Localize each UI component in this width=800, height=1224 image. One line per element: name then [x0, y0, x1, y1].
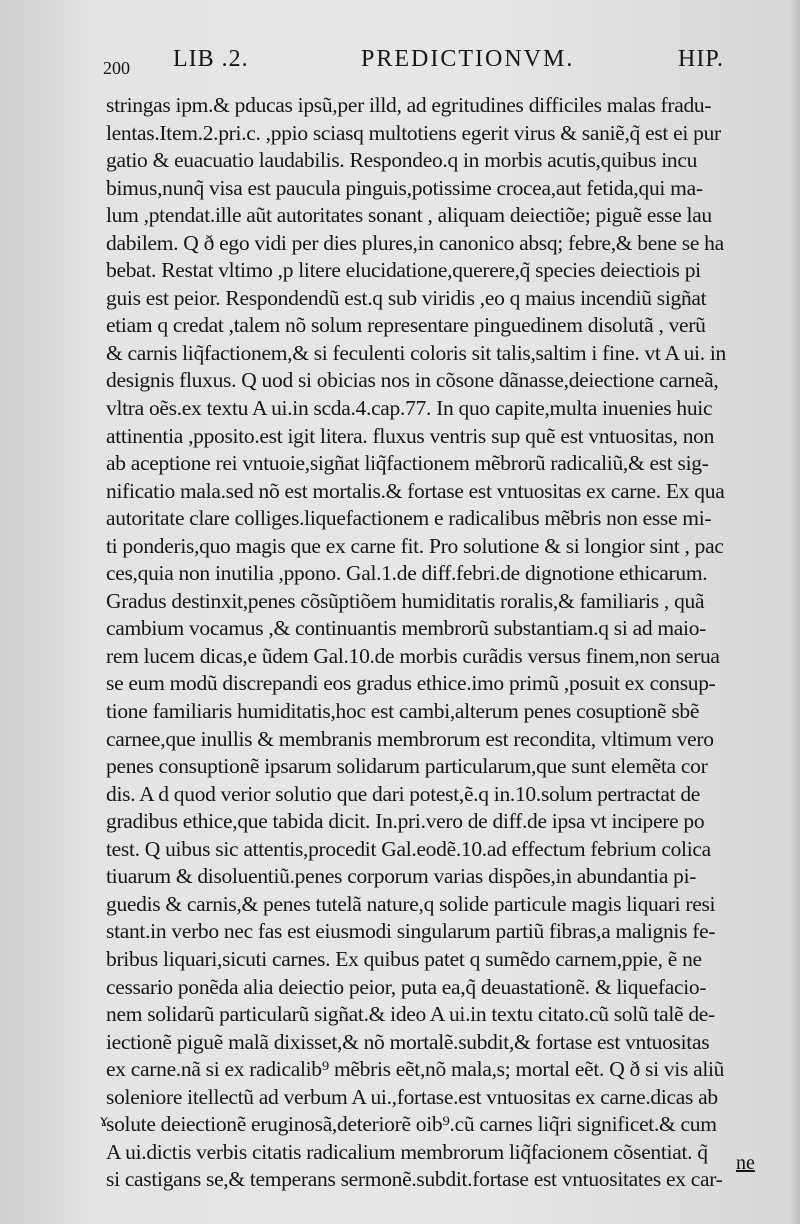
text-line: test. Q uibus sic attentis,procedit Gal.eodẽ.10.ad effectum febrium colica: [106, 836, 711, 861]
text-line: bribus liquari,sicuti carnes. Ex quibus patet q sumẽdo carnem,ppie, ẽ ne: [106, 946, 702, 971]
running-header: [103, 46, 753, 86]
text-line: stringas ipm.& pducas ipsũ,per illd, ad egritudines difficiles malas fradu-: [106, 93, 712, 117]
text-line: vltra oẽs.ex textu A ui.in scda.4.cap.77. In quo capite,multa inuenies huic: [106, 396, 713, 421]
text-line: ab aceptione rei vntuoie,sigñat liq̃factionem mẽbrorũ radicaliũ,& est sig-: [106, 451, 709, 476]
catchword: ne: [736, 1152, 755, 1174]
text-line: tione familiaris humiditatis,hoc est cambi,alterum penes cosuptionẽ sbẽ: [106, 699, 700, 724]
margin-mark: ɤ: [100, 1110, 108, 1130]
book-number: LIB .2.: [173, 46, 249, 72]
text-line: dabilem. Q ð ego vidi per dies plures,in canonico absq; febre,& bene se ha: [106, 230, 724, 255]
text-line: gatio & euacuatio laudabilis. Respondeo.q in morbis acutis,quibus incu: [106, 148, 698, 173]
text-line: ex carne.nã si ex radicalib⁹ mẽbris eẽt,nõ mala,s; mortal eẽt. Q ð si vis aliũ: [106, 1057, 725, 1082]
text-line: lum ,ptendat.ille aũt autoritates sonant , aliquam deiectiõe; piguẽ esse lau: [106, 203, 712, 228]
text-line: iectionẽ piguẽ malã dixisset,& nõ mortalẽ.subdit,& fortase est vntuositas: [106, 1029, 710, 1054]
text-line: & carnis liq̃factionem,& si feculenti coloris sit talis,saltim i fine. vt A ui. in: [106, 340, 726, 365]
body-text: [106, 92, 766, 1194]
text-line: cambium vocamus ,& continuantis membrorũ substantiam.q si ad maio-: [106, 616, 707, 641]
author-abbrev: HIP.: [678, 46, 725, 72]
text-line: penes consuptionẽ ipsarum solidarum particularum,que sunt elemẽta cor: [106, 754, 708, 779]
text-line: ces,quia non inutilia ,ppono. Gal.1.de diff.febri.de dignotione ethicarum.: [106, 561, 708, 586]
text-line: si castigans se,& temperans sermonẽ.subdit.fortase est vntuositates ex car-: [106, 1167, 723, 1192]
text-line: ti ponderis,quo magis que ex carne fit. Pro solutione & si longior sint , pac: [106, 533, 724, 558]
text-line: gradibus ethice,que tabida dicit. In.pri.vero de diff.de ipsa vt incipere po: [106, 809, 705, 834]
running-title: PREDICTIONVM.: [361, 46, 575, 72]
text-line: stant.in verbo nec fas est eiusmodi singularum partiũ fibras,a malignis fe-: [106, 919, 716, 944]
folio-number: 200: [103, 58, 130, 78]
text-line: dis. A d quod verior solutio que dari potest,ẽ.q in.10.solum pertractat de: [106, 781, 701, 806]
text-line: guedis & carnis,& penes tutelã nature,q solide particule magis liquari resi: [106, 891, 716, 916]
text-line: bimus,nunq̃ visa est paucula pinguis,potissime crocea,aut fetida,qui ma-: [106, 175, 703, 200]
text-line: Gradus destinxit,penes cõsũptiõem humiditatis roralis,& familiaris , quã: [106, 588, 705, 613]
text-line: cessario ponẽda alia deiectio peior, puta ea,q̃ deuastationẽ. & liquefacio-: [106, 974, 707, 999]
text-line: attinentia ,pposito.est igit litera. fluxus ventris sup quẽ est vntuositas, non: [106, 423, 715, 448]
text-line: etiam q credat ,talem nõ solum representare pinguedinem disolutã , verũ: [106, 313, 706, 338]
text-line: carnee,que inullis & membranis membrorum est recondita, vltimum vero: [106, 726, 714, 751]
text-line: bebat. Restat vltimo ,p litere elucidatione,querere,q̃ species deiectiois pi: [106, 258, 701, 283]
text-line: lentas.Item.2.pri.c. ,ppio sciasq multotiens egerit virus & saniẽ,q̃ est ei pur: [106, 120, 721, 145]
text-line: nem solidarũ particularũ sigñat.& ideo A ui.in textu citato.cũ solũ talẽ de-: [106, 1002, 715, 1027]
text-line: guis est peior. Respondendũ est.q sub viridis ,eo q maius incendiũ sigñat: [106, 285, 707, 310]
text-line: rem lucem dicas,e ũdem Gal.10.de morbis curãdis versus finem,non serua: [106, 643, 720, 668]
text-line: tiuarum & disoluentiũ.penes corporum varias dispões,in abundantia pi-: [106, 864, 697, 889]
page-edge-shadow: [790, 0, 800, 1224]
text-line: soleniore itellectũ ad verbum A ui.,fortase.est vntuositas ex carne.dicas ab: [106, 1084, 718, 1109]
text-line: se eum modũ discrepandi eos gradus ethice.imo primũ ,posuit ex consup-: [106, 671, 716, 696]
text-line: nificatio mala.sed nõ est mortalis.& fortase est vntuositas ex carne. Ex qua: [106, 478, 725, 503]
text-line: autoritate clare colliges.liquefactionem e radicalibus mẽbris non esse mi-: [106, 506, 712, 531]
text-line: A ui.dictis verbis citatis radicalium membrorum liq̃facionem cõsentiat. q̃: [106, 1139, 708, 1164]
text-line: designis fluxus. Q uod si obicias nos in cõsone dãnasse,deiectione carneã,: [106, 368, 719, 393]
text-line: solute deiectionẽ eruginosã,deteriorẽ oib⁹.cũ carnes liq̃ri significet.& cum: [106, 1112, 717, 1137]
